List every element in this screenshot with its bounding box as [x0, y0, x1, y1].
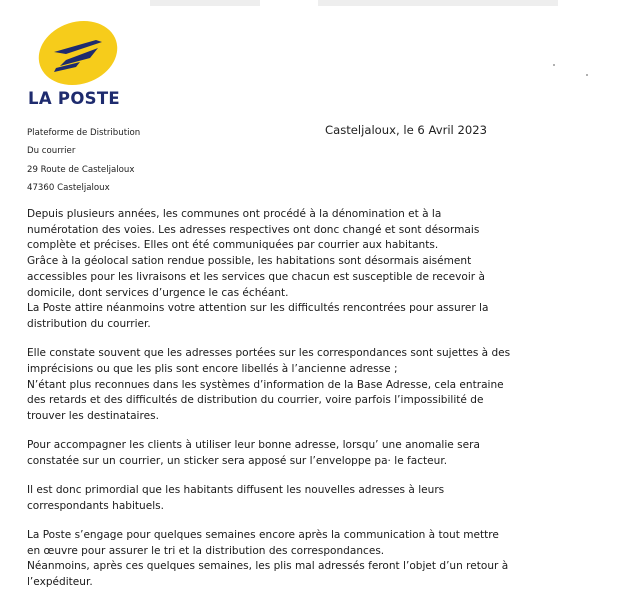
text-line: complète et précises. Elles ont été communiquées par courrier aux habitants. [27, 239, 439, 252]
text-line: Grâce à la géolocal sation rendue possible, les habitations sont désormais aisément [27, 255, 472, 268]
text-line: imprécisions ou que les plis sont encore libellés à l’ancienne adresse ; [27, 362, 398, 375]
paragraph [27, 483, 587, 514]
sender-line: 47360 Casteljaloux [27, 182, 110, 193]
paragraph [27, 438, 587, 469]
scan-speck [586, 74, 588, 76]
letter-body [27, 207, 587, 604]
text-line: en œuvre pour assurer le tri et la distribution des correspondances. [27, 544, 385, 557]
text-line: accessibles pour les livraisons et les services que chacun est susceptible de recevoir à [27, 270, 485, 283]
paragraph [27, 207, 587, 333]
la-poste-bird-icon [36, 18, 120, 88]
paragraph [27, 346, 587, 425]
text-line: trouver les destinataires. [27, 409, 159, 422]
sender-address [27, 124, 140, 197]
text-line: correspondants habituels. [27, 499, 165, 512]
text-line: Il est donc primordial que les habitants diffusent les nouvelles adresses à leurs [27, 484, 445, 497]
text-line: Néanmoins, après ces quelques semaines, les plis mal adressés feront l’objet d’un retour à [27, 560, 509, 573]
text-line: La Poste s’engage pour quelques semaines encore après la communication à tout mettre [27, 528, 499, 541]
text-line: constatée sur un courrier, un sticker sera apposé sur l’enveloppe pa· le facteur. [27, 454, 448, 467]
text-line: Elle constate souvent que les adresses portées sur les correspondances sont sujettes à des [27, 347, 511, 360]
text-line: N’étant plus reconnues dans les systèmes d’information de la Base Adresse, cela entraine [27, 378, 504, 391]
text-line: Pour accompagner les clients à utiliser leur bonne adresse, lorsqu’ une anomalie sera [27, 439, 480, 452]
scan-edge-right [318, 0, 558, 6]
brand-name: LA POSTE [28, 89, 120, 108]
la-poste-logo [22, 18, 132, 108]
text-line: des retards et des difficultés de distribution du courrier, voire parfois l’impossibilité de [27, 394, 484, 407]
text-line: distribution du courrier. [27, 317, 151, 330]
text-line: l’expéditeur. [27, 576, 93, 589]
text-line: La Poste attire néanmoins votre attention sur les difficultés rencontrées pour assurer la [27, 302, 489, 315]
sender-line: Plateforme de Distribution [27, 128, 141, 138]
text-line: Depuis plusieurs années, les communes ont procédé à la dénomination et à la [27, 208, 442, 220]
text-line: numérotation des voies. Les adresses respectives ont donc changé et sont désormais [27, 223, 480, 236]
scan-speck [553, 64, 555, 66]
date-line: Casteljaloux, le 6 Avril 2023 [325, 123, 487, 137]
text-line: domicile, dont services d’urgence le cas échéant. [27, 286, 289, 299]
scan-edge-left [150, 0, 260, 6]
sender-line: 29 Route de Casteljaloux [27, 164, 135, 175]
sender-line: Du courrier [27, 146, 76, 157]
paragraph [27, 528, 587, 591]
